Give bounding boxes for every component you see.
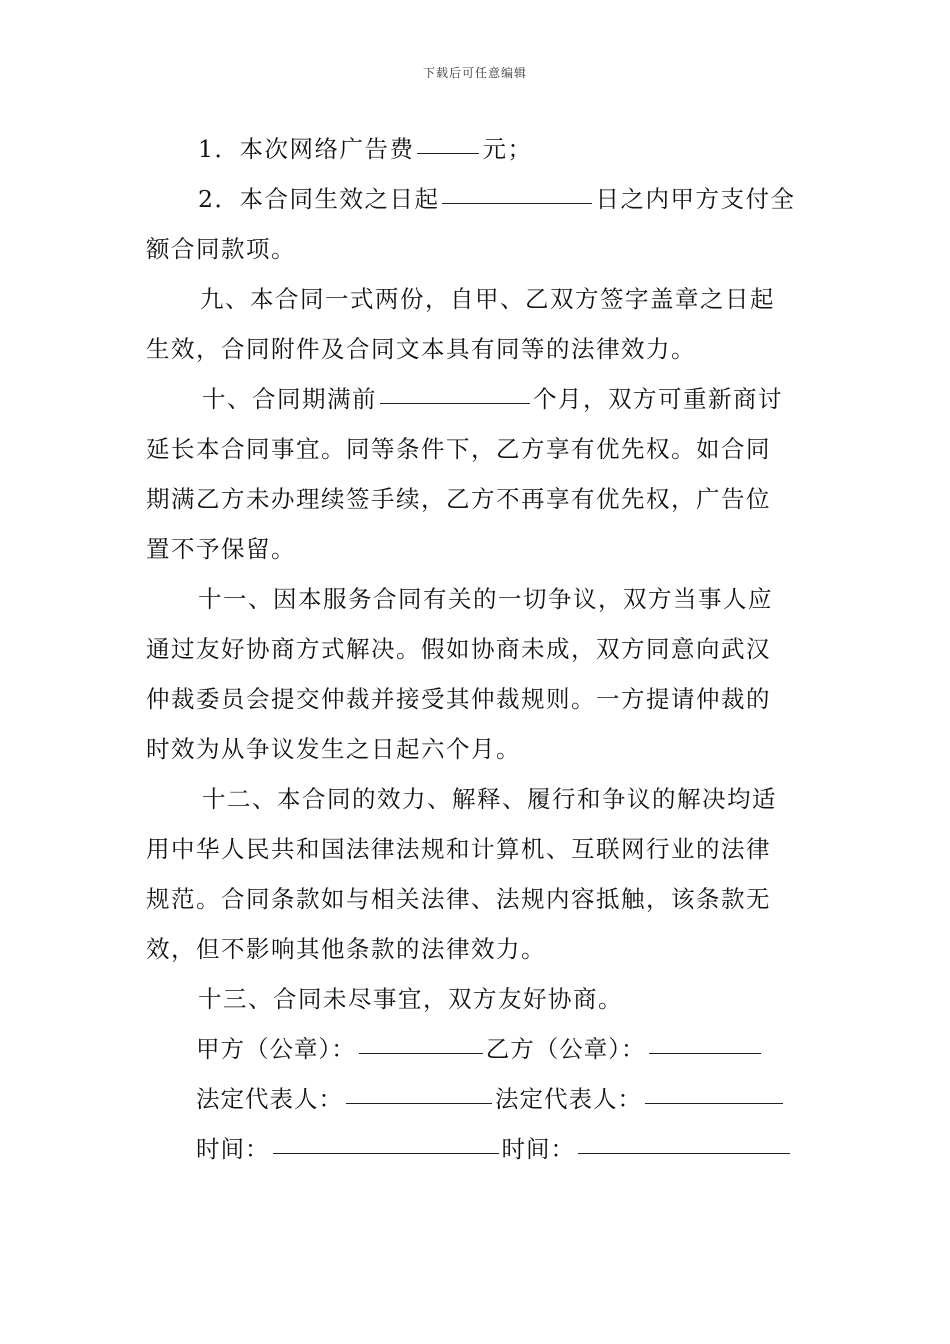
clause-12-line-1: 十二、本合同的效力、解释、履行和争议的解决均适 — [202, 785, 777, 813]
party-b-seal-label: 乙方（公章）： — [485, 1035, 646, 1063]
party-a-time-label: 时间： — [196, 1135, 270, 1163]
party-b-rep-blank[interactable] — [645, 1102, 783, 1104]
party-a-time-blank[interactable] — [273, 1152, 499, 1154]
clause-12-line-2: 用中华人民共和国法律法规和计算机、互联网行业的法律 — [146, 835, 771, 863]
clause-10-line-4: 置不予保留。 — [146, 535, 296, 563]
party-a-rep-label: 法定代表人： — [196, 1085, 343, 1113]
contract-body — [146, 124, 806, 1174]
party-b-rep-label: 法定代表人： — [495, 1085, 642, 1113]
clause-10 — [146, 374, 806, 424]
renewal-months-blank[interactable] — [380, 402, 530, 404]
clause-11-line-2: 通过友好协商方式解决。假如协商未成，双方同意向武汉 — [146, 635, 771, 663]
clause-11-line-4: 时效为从争议发生之日起六个月。 — [146, 735, 521, 763]
party-b-time-label: 时间： — [501, 1135, 575, 1163]
item-2-suffix: 日之内甲方支付全 — [595, 185, 796, 213]
clause-13-line-1: 十三、合同未尽事宜，双方友好协商。 — [198, 985, 623, 1013]
clause-10-text: 十、合同期满前 — [202, 385, 377, 413]
item-1-text: 1．本次网络广告费 — [198, 135, 415, 163]
item-1 — [146, 124, 806, 174]
party-a-seal-blank[interactable] — [359, 1052, 483, 1054]
signature-row-rep — [146, 1074, 806, 1124]
item-1-suffix: 元； — [482, 135, 533, 163]
ad-fee-blank[interactable] — [417, 152, 479, 154]
clause-9-line-2: 生效，合同附件及合同文本具有同等的法律效力。 — [146, 335, 696, 363]
clause-10-line-2: 延长本合同事宜。同等条件下，乙方享有优先权。如合同 — [146, 435, 771, 463]
signature-row-time — [146, 1124, 806, 1174]
item-2-text: 2．本合同生效之日起 — [198, 185, 440, 213]
party-a-seal-label: 甲方（公章）： — [196, 1035, 356, 1063]
party-a-rep-blank[interactable] — [346, 1102, 492, 1104]
signature-row-seal — [146, 1024, 806, 1074]
clause-10-suffix: 个月，双方可重新商讨 — [533, 385, 783, 413]
item-2-line-2: 额合同款项。 — [146, 235, 296, 263]
clause-9-line-1: 九、本合同一式两份，自甲、乙双方签字盖章之日起 — [200, 285, 775, 313]
clause-12-line-3: 规范。合同条款如与相关法律、法规内容抵触，该条款无 — [146, 885, 771, 913]
party-b-seal-blank[interactable] — [649, 1052, 761, 1054]
party-b-time-blank[interactable] — [578, 1152, 790, 1154]
clause-12-line-4: 效，但不影响其他条款的法律效力。 — [146, 935, 546, 963]
clause-11-line-1: 十一、因本服务合同有关的一切争议，双方当事人应 — [198, 585, 773, 613]
clause-11-line-3: 仲裁委员会提交仲裁并接受其仲裁规则。一方提请仲裁的 — [146, 685, 771, 713]
clause-10-line-3: 期满乙方未办理续签手续，乙方不再享有优先权，广告位 — [146, 485, 771, 513]
page-header: 下载后可任意编辑 — [422, 66, 527, 80]
item-2 — [146, 174, 806, 224]
payment-days-blank[interactable] — [442, 202, 592, 204]
